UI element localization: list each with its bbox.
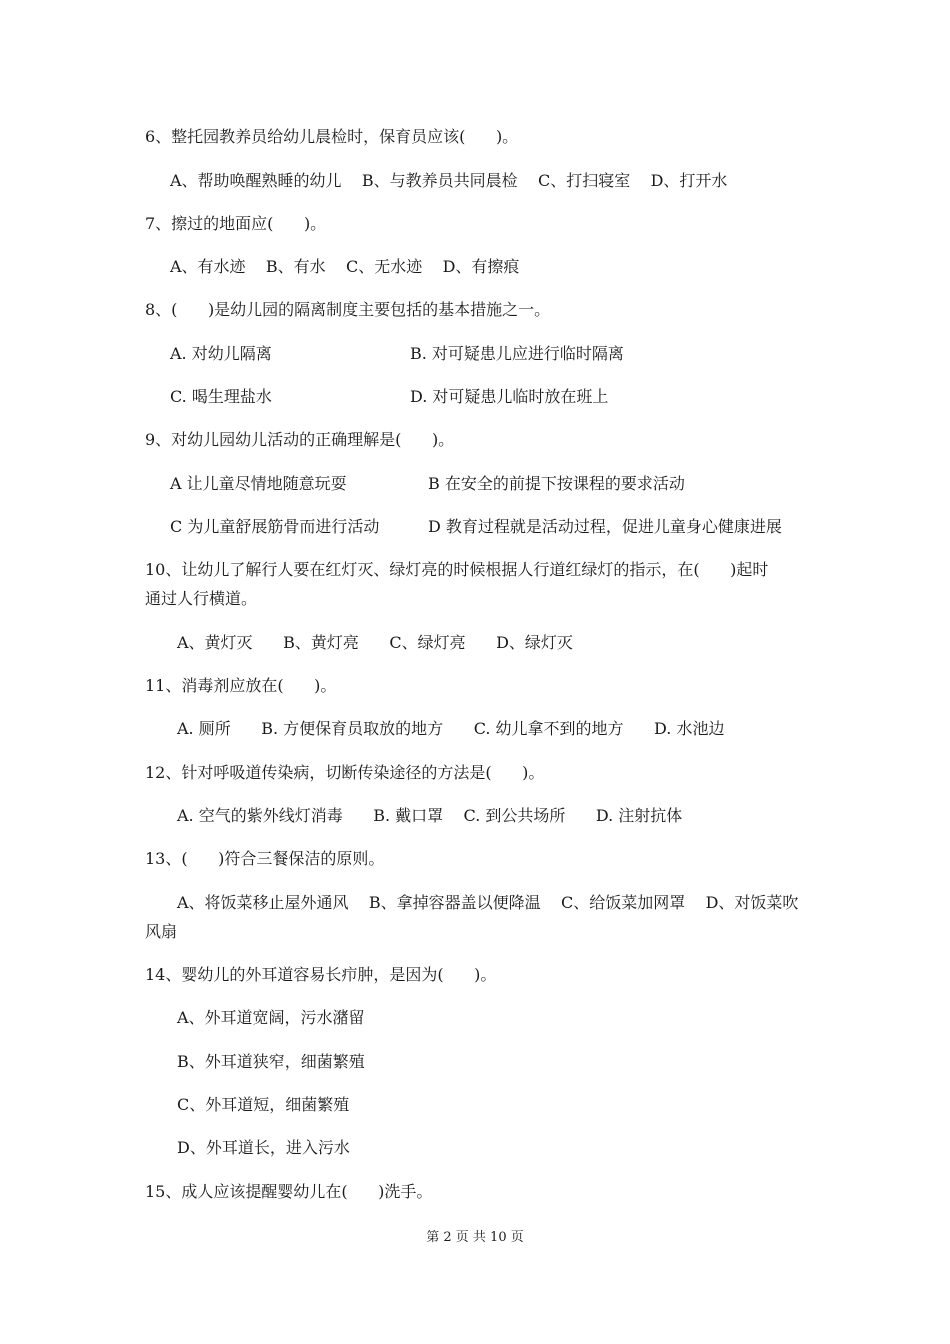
question-14-stem: 14、婴幼儿的外耳道容易长疖肿，是因为( )。 [145, 965, 497, 984]
question-8-option-a: A. 对幼儿隔离 [170, 344, 272, 363]
question-10-options: A、黄灯灭 B、黄灯亮 C、绿灯亮 D、绿灯灭 [177, 633, 573, 652]
question-12-options: A. 空气的紫外线灯消毒 B. 戴口罩 C. 到公共场所 D. 注射抗体 [177, 806, 683, 825]
question-14-option-a: A、外耳道宽阔，污水潴留 [177, 1008, 365, 1027]
question-9-stem: 9、对幼儿园幼儿活动的正确理解是( )。 [145, 430, 455, 449]
question-10-stem-line-1: 10、让幼儿了解行人要在红灯灭、绿灯亮的时候根据人行道红绿灯的指示，在( )起时 [145, 560, 769, 579]
question-7-stem: 7、擦过的地面应( )。 [145, 214, 327, 233]
question-13-stem: 13、( )符合三餐保洁的原则。 [145, 849, 385, 868]
question-14-option-c: C、外耳道短，细菌繁殖 [177, 1095, 350, 1114]
question-9-option-d: D 教育过程就是活动过程，促进儿童身心健康进展 [428, 517, 782, 536]
question-12-stem: 12、针对呼吸道传染病，切断传染途径的方法是( )。 [145, 763, 545, 782]
question-8-stem: 8、( )是幼儿园的隔离制度主要包括的基本措施之一。 [145, 300, 551, 319]
question-15-stem: 15、成人应该提醒婴幼儿在( )洗手。 [145, 1182, 433, 1201]
question-13-options-line-2: 风扇 [145, 922, 178, 941]
question-9-option-c: C 为儿童舒展筋骨而进行活动 [170, 517, 380, 536]
page-footer: 第 2 页 共 10 页 [426, 1230, 524, 1245]
question-9-option-b: B 在安全的前提下按课程的要求活动 [428, 474, 685, 493]
question-8-option-d: D. 对可疑患儿临时放在班上 [410, 387, 609, 406]
question-10-stem-line-2: 通过人行横道。 [145, 589, 258, 608]
question-9-option-a: A 让儿童尽情地随意玩耍 [170, 474, 347, 493]
question-7-options: A、有水迹 B、有水 C、无水迹 D、有擦痕 [170, 257, 520, 276]
question-11-stem: 11、消毒剂应放在( )。 [145, 676, 337, 695]
question-11-options: A. 厕所 B. 方便保育员取放的地方 C. 幼儿拿不到的地方 D. 水池边 [177, 719, 725, 738]
question-14-option-d: D、外耳道长，进入污水 [177, 1138, 350, 1157]
question-8-option-c: C. 喝生理盐水 [170, 387, 272, 406]
question-6-stem: 6、整托园教养员给幼儿晨检时，保育员应该( )。 [145, 127, 519, 146]
question-13-options-line-1: A、将饭菜移止屋外通风 B、拿掉容器盖以便降温 C、给饭菜加网罩 D、对饭菜吹 [177, 893, 799, 912]
question-6-options: A、帮助唤醒熟睡的幼儿 B、与教养员共同晨检 C、打扫寝室 D、打开水 [170, 171, 728, 190]
question-14-option-b: B、外耳道狭窄，细菌繁殖 [177, 1052, 365, 1071]
question-8-option-b: B. 对可疑患儿应进行临时隔离 [410, 344, 624, 363]
